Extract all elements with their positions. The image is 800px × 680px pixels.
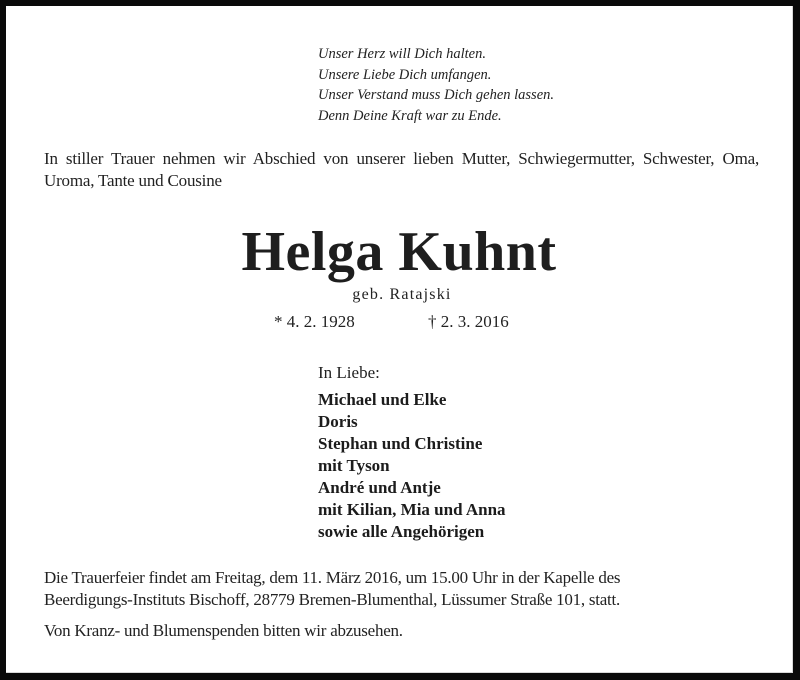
mourner-line: Doris [318, 412, 358, 431]
obituary-notice [6, 6, 793, 673]
mourner-line: Michael und Elke [318, 390, 447, 409]
poem-line: Unsere Liebe Dich umfangen. [318, 66, 492, 83]
mourners-list [318, 389, 506, 543]
mourner-line: André und Antje [318, 478, 441, 497]
funeral-line: Die Trauerfeier findet am Freitag, dem 11. März 2016, um 15.00 Uhr in der Kapelle des [44, 568, 621, 587]
deceased-name: Helga Kuhnt [241, 221, 557, 283]
mourner-line: mit Kilian, Mia und Anna [318, 500, 506, 519]
poem-line: Unser Verstand muss Dich gehen lassen. [318, 87, 555, 103]
funeral-details [44, 567, 784, 611]
mourner-line: Stephan und Christine [318, 434, 483, 453]
funeral-line: Beerdigungs-Instituts Bischoff, 28779 Bremen-Blumenthal, Lüssumer Straße 101, statt. [44, 590, 620, 609]
poem-verse [318, 44, 554, 126]
flower-donation-note: Von Kranz- und Blumenspenden bitten wir abzusehen. [44, 621, 403, 640]
poem-line: Denn Deine Kraft war zu Ende. [318, 107, 502, 124]
birth-date: * 4. 2. 1928 [274, 312, 355, 331]
mourners-heading: In Liebe: [318, 363, 380, 382]
mourner-line: mit Tyson [318, 456, 390, 475]
death-date: † 2. 3. 2016 [428, 312, 509, 331]
maiden-name: geb. Ratajski [352, 286, 452, 303]
poem-line: Unser Herz will Dich halten. [318, 46, 486, 62]
mourner-line: sowie alle Angehörigen [318, 522, 485, 541]
intro-text: In stiller Trauer nehmen wir Abschied von unserer lieben Mutter, Schwiegermutter, Schwester, Oma, Uroma, Tante und Cousine [44, 149, 759, 190]
